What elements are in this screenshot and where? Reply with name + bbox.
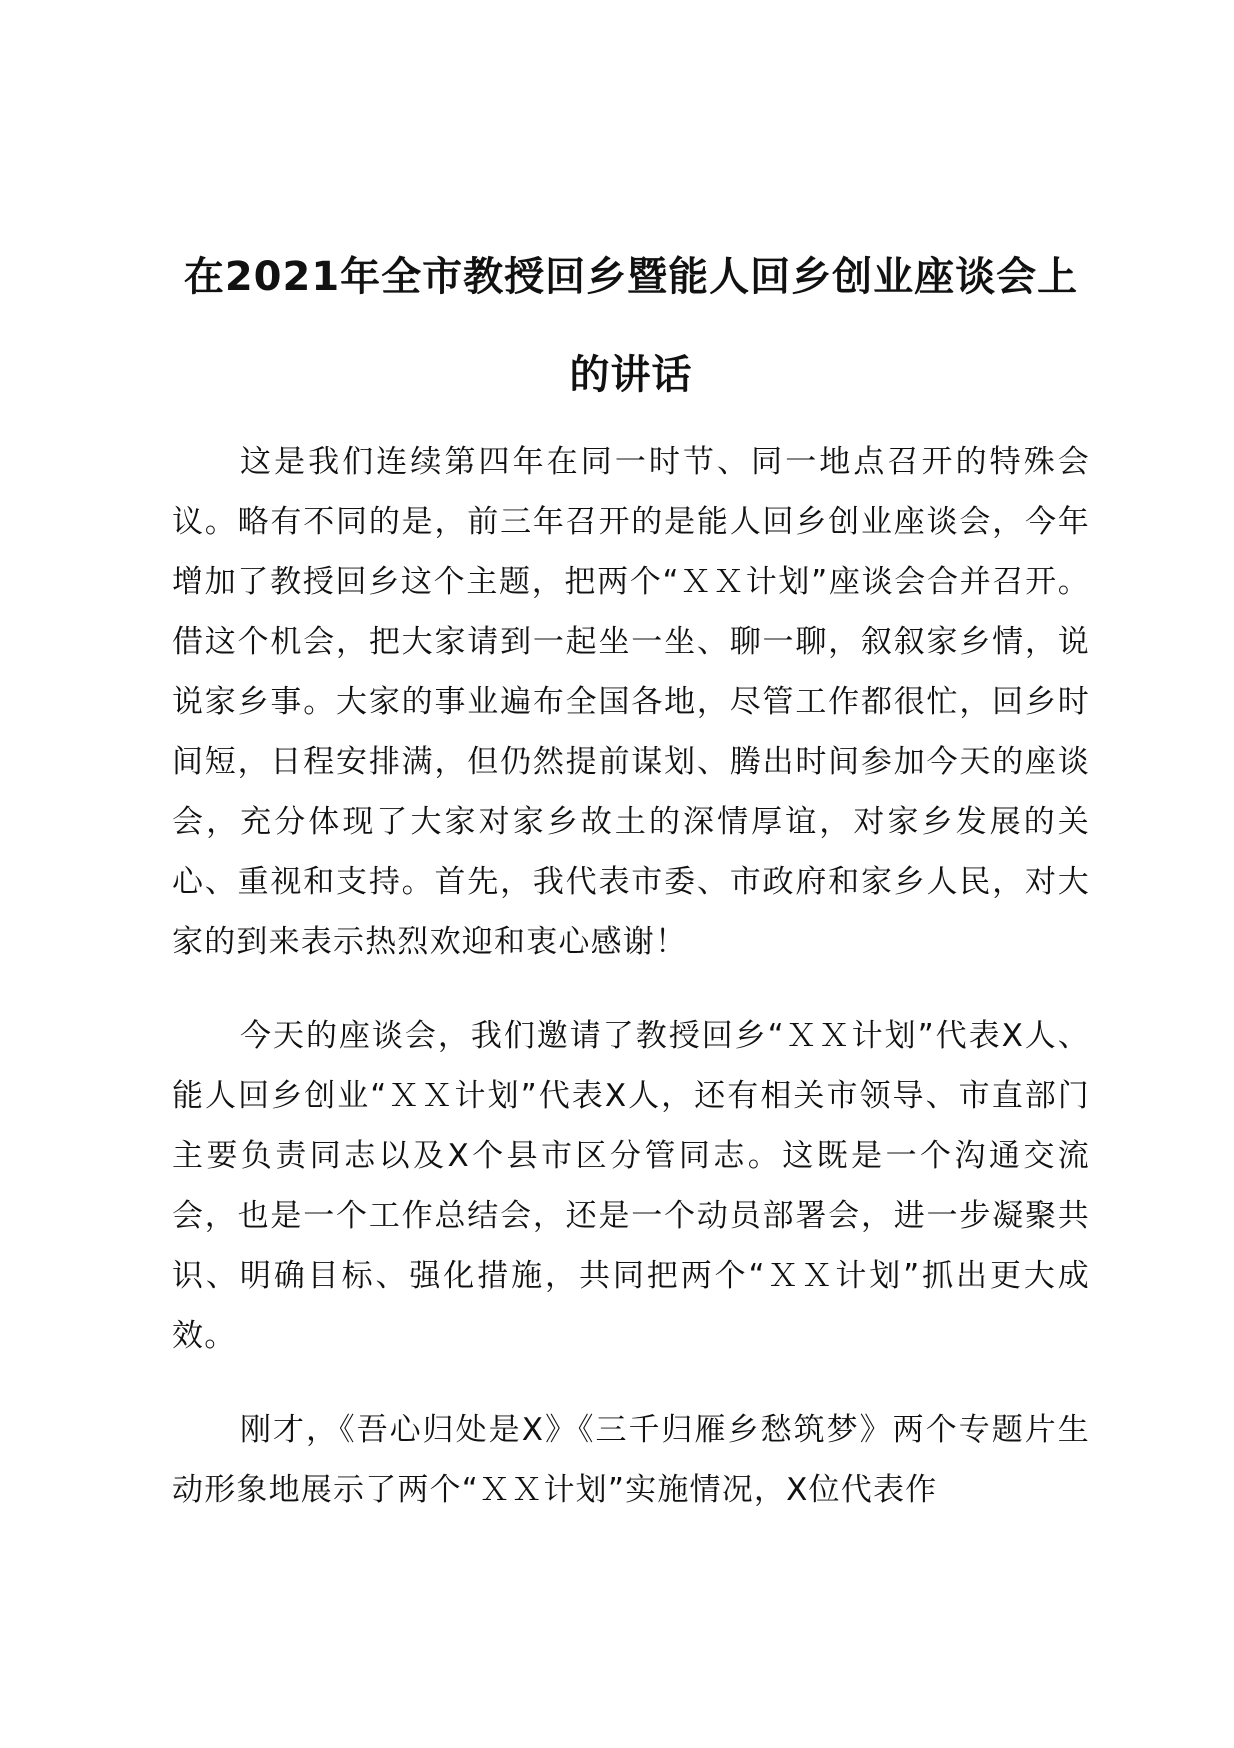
paragraph-2: 今天的座谈会，我们邀请了教授回乡“ＸＸ计划”代表X人、能人回乡创业“ＸＸ计划”代表X人，还有相关市领导、市直部门主要负责同志以及X个县市区分管同志。这既是一个沟通交流会，也是一个工作总结会，还是一个动员部署会，进一步凝聚共识、明确目标、强化措施，共同把两个“ＸＸ计划”抓出更大成效。 xyxy=(172,1018,1090,1354)
paragraph-1: 这是我们连续第四年在同一时节、同一地点召开的特殊会议。略有不同的是，前三年召开的是能人回乡创业座谈会，今年增加了教授回乡这个主题，把两个“ＸＸ计划”座谈会合并召开。借这个机会，把大家请到一起坐一坐、聊一聊，叙叙家乡情，说说家乡事。大家的事业遍布全国各地，尽管工作都很忙，回乡时间短，日程安排满，但仍然提前谋划、腾出时间参加今天的座谈会，充分体现了大家对家乡故土的深情厚谊，对家乡发展的关心、重视和支持。首先，我代表市委、市政府和家乡人民，对大家的到来表示热烈欢迎和衷心感谢！ xyxy=(172,444,1090,960)
paragraph-3: 刚才，《吾心归处是X》《三千归雁乡愁筑梦》两个专题片生动形象地展示了两个“ＸＸ计划”实施情况，X位代表作 xyxy=(172,1412,1090,1508)
document-body xyxy=(172,432,1090,1554)
document-title: 在2021年全市教授回乡暨能人回乡创业座谈会上的讲话 xyxy=(183,254,1079,398)
